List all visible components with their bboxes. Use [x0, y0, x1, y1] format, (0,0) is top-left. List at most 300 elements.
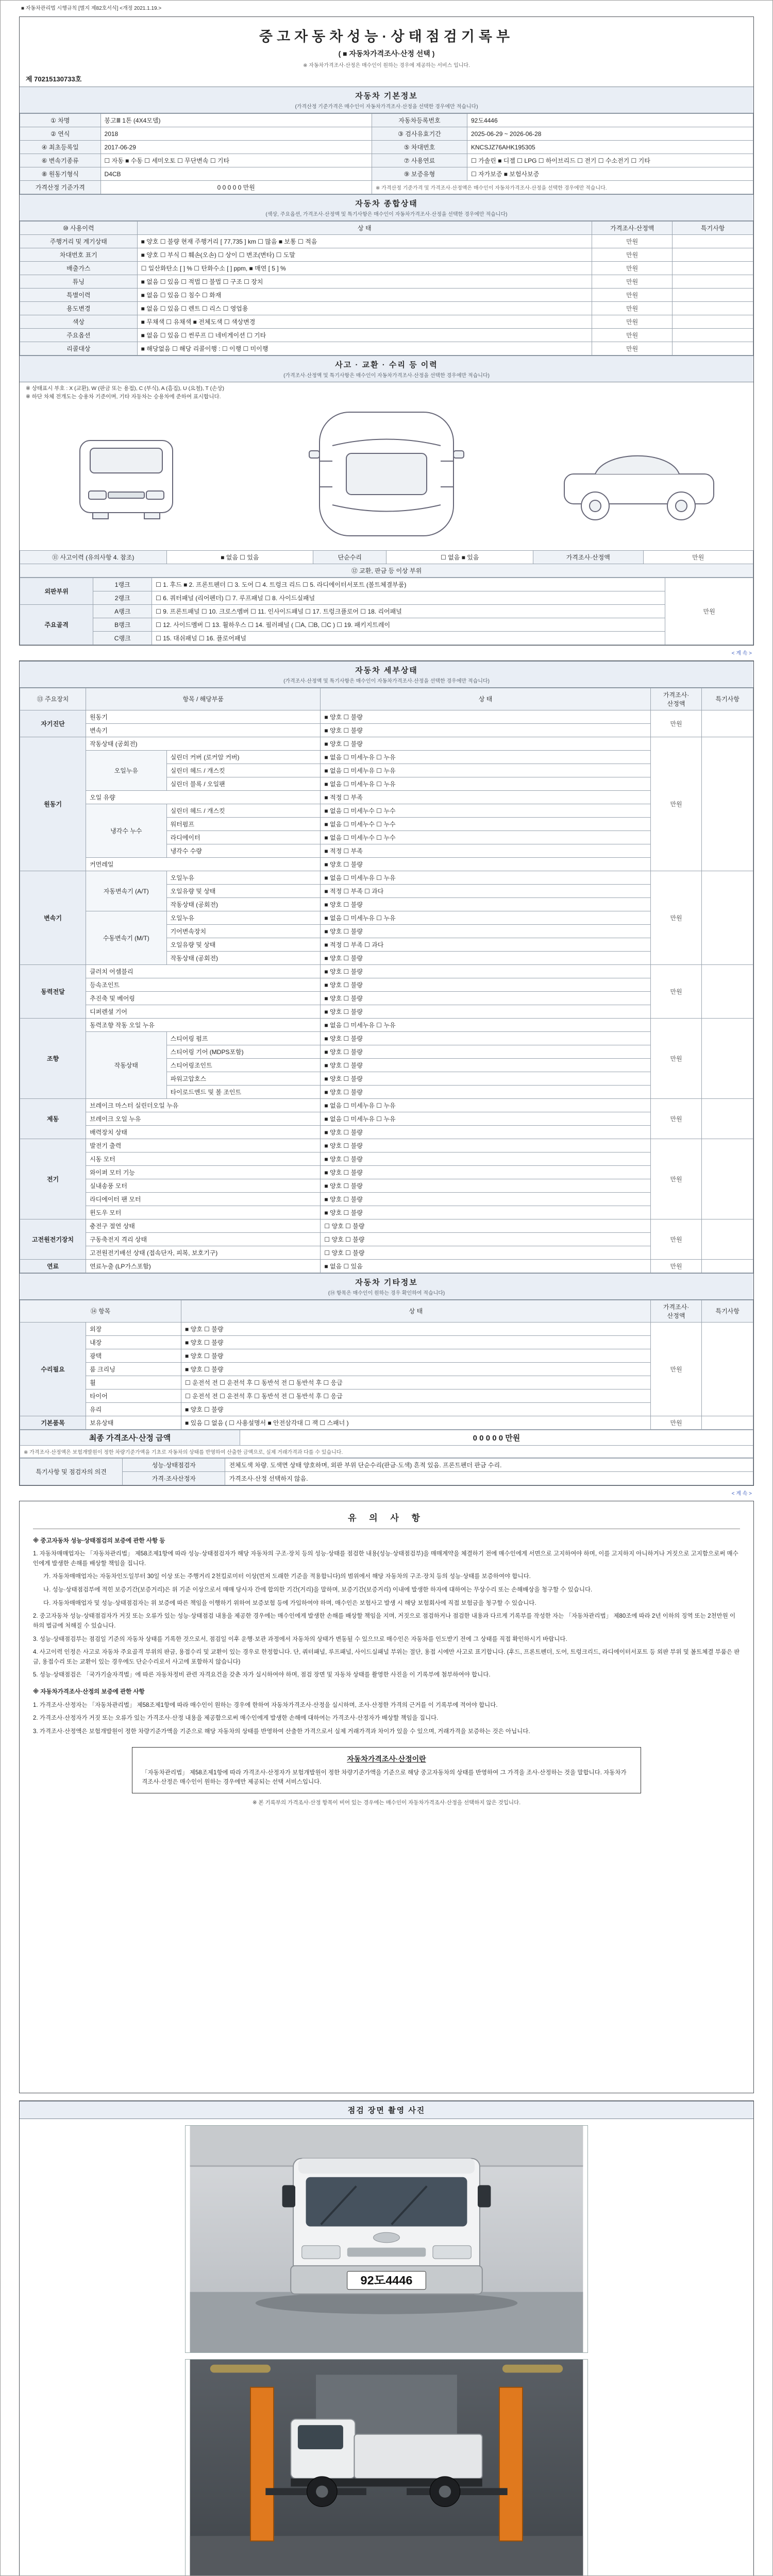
table-row: [20, 723, 753, 737]
table-row: [20, 1430, 753, 1445]
table-cell: ■ 없음 ☐ 미세누수 ☐ 누수: [321, 817, 650, 831]
table-row: [20, 1376, 753, 1389]
table-cell: ⑤ 차대번호: [372, 141, 467, 154]
table-cell: 작동상태 (공회전): [166, 951, 321, 964]
table-cell: 변속기: [86, 723, 321, 737]
table-row: [20, 289, 753, 302]
table-cell: 작동상태 (공회전): [86, 737, 321, 750]
table-cell: [673, 262, 753, 275]
table-cell: [702, 964, 753, 1018]
continue-marker-2: < 계 속 >: [731, 1490, 752, 1497]
table-row: [20, 1139, 753, 1152]
table-cell: 휠: [86, 1376, 181, 1389]
table-cell: ① 차명: [20, 114, 101, 127]
table-cell: [702, 1259, 753, 1273]
truck-front: [282, 2158, 491, 2294]
table-cell: 만원: [650, 1416, 702, 1429]
table-cell: 2018: [100, 127, 372, 141]
table-cell: ■ 없음 ☐ 있음 ☐ 렌트 ☐ 리스 ☐ 영업용: [137, 302, 592, 315]
table-cell: A랭크: [93, 604, 152, 618]
note-line: 나. 성능·상태점검부에 적힌 보증기간(보증거리)은 위 기준 이상으로서 매매 당사자 간에 합의한 기간(거리)을 말하며, 보증기간(보증거리) 이내에 발생한 하자에 대하여는 무상수리 또는 손해배상을 청구할 수 있습니다.: [43, 1587, 593, 1593]
table-row: [20, 1259, 753, 1273]
table-row: [20, 1300, 753, 1322]
table-cell: ⑪ 사고이력 (유의사항 4. 참조): [20, 550, 167, 564]
table-row: [20, 235, 753, 248]
table-cell: ※ 가격산정 기준가격 및 가격조사·산정액은 매수인이 자동차가격조사·산정을 선택한 경우에만 적습니다.: [372, 181, 753, 194]
table-cell: 실린더 커버 (로커암 커버): [166, 750, 321, 764]
table-cell: ■ 없음 ☐ 있음: [166, 550, 313, 564]
table-cell: ☐ 6. 쿼터패널 (리어펜더) ☐ 7. 루프패널 ☐ 8. 사이드실패널: [152, 591, 665, 604]
table-cell: 만원: [650, 871, 702, 964]
section-basic-info: [20, 87, 753, 113]
table-cell: 수동변속기 (M/T): [86, 911, 167, 964]
table-cell: [702, 871, 753, 964]
table-row: [20, 1031, 753, 1045]
table-cell: ☐ 15. 대쉬패널 ☐ 16. 플로어패널: [152, 631, 665, 645]
table-cell: ■ 적정 ☐ 부족 ☐ 과다: [321, 938, 650, 951]
table-cell: ④ 최초등록일: [20, 141, 101, 154]
table-cell: ■ 양호 ☐ 불량: [321, 1179, 650, 1192]
table-cell: ⑥ 변속기종류: [20, 154, 101, 167]
table-cell: 만원: [592, 329, 673, 342]
table-row: [20, 1165, 753, 1179]
final-price-table-wrap-table: [20, 1430, 753, 1458]
table-cell: ■ 없음 ☐ 미세누유 ☐ 누유: [321, 764, 650, 777]
table-cell: ⑨ 보증유형: [372, 167, 467, 181]
table-cell: ※ 가격조사·산정액은 보험개발원이 정한 차량기준가액을 기초로 자동차의 상태를 반영하여 산출한 금액으로, 실제 거래가격과 다를 수 있습니다.: [20, 1445, 753, 1458]
table-cell: 시동 모터: [86, 1152, 321, 1165]
table-cell: 고전원전기배선 상태 (접속단자, 피복, 보호기구): [86, 1246, 321, 1259]
table-cell: 커먼레일: [86, 857, 321, 871]
table-cell: 만원: [592, 342, 673, 355]
table-row: [20, 964, 753, 978]
table-cell: 가격조사·산정액: [592, 222, 673, 235]
table-row: [20, 1192, 753, 1206]
table-cell: 내장: [86, 1335, 181, 1349]
table-row: [20, 1246, 753, 1259]
table-cell: 주요옵션: [20, 329, 138, 342]
table-cell: 만원: [592, 289, 673, 302]
table-cell: 룸 크리닝: [86, 1362, 181, 1376]
section-basic-subtitle: (가격산정 기준가격은 매수인이 자동차가격조사·산정을 선택한 경우에만 적습니다): [295, 104, 478, 110]
table-cell: 오일유량 및 상태: [166, 884, 321, 897]
table-cell: 라디에이터 팬 모터: [86, 1192, 321, 1206]
table-cell: 라디에이터: [166, 831, 321, 844]
table-row: [20, 154, 753, 167]
table-cell: 봉고Ⅲ 1톤 (4X4모델): [100, 114, 372, 127]
table-cell: 오일누유: [86, 750, 167, 790]
table-cell: 가격산정 기준가격: [20, 181, 101, 194]
table-cell: 만원: [643, 550, 753, 564]
continue-marker-1: < 계 속 >: [731, 650, 752, 656]
table-row: [20, 790, 753, 804]
table-cell: ■ 양호 ☐ 불량: [321, 1139, 650, 1152]
table-row: [20, 857, 753, 871]
table-cell: 기본품목: [20, 1416, 86, 1429]
table-row: [20, 1362, 753, 1376]
detail-condition-table-wrap-table: [20, 688, 753, 1273]
table-cell: 냉각수 누수: [86, 804, 167, 857]
section-photos: [20, 2101, 753, 2119]
table-cell: 튜닝: [20, 275, 138, 289]
table-cell: 스티어링조인트: [166, 1058, 321, 1072]
table-row: [20, 550, 753, 564]
section-etc-info: [20, 1273, 753, 1300]
table-cell: 보유상태: [86, 1416, 181, 1429]
table-row: [20, 1005, 753, 1018]
table-cell: ■ 양호 ☐ 불량: [321, 991, 650, 1005]
table-row: [20, 591, 753, 604]
section-accident-title: 사고 · 교환 · 수리 등 이력: [335, 361, 438, 369]
table-cell: ■ 양호 ☐ 불량: [181, 1362, 651, 1376]
document-number: 제 70215130733호: [26, 75, 82, 83]
table-cell: 브레이크 오일 누유: [86, 1112, 321, 1125]
table-cell: ■ 양호 ☐ 불량: [321, 1072, 650, 1085]
note-line: 1. 가격조사·산정자는 「자동차관리법」 제58조제1항에 따라 매수인이 원하는 경우에 한하여 자동차가격조사·산정을 실시하며, 조사·산정한 가격의 근거를 이 기록부에 적어야 합니다.: [33, 1702, 498, 1708]
section-accident-subtitle: (가격조사·산정액 및 특기사항은 매수인이 자동차가격조사·산정을 선택한 경우에만 적습니다): [283, 373, 490, 379]
table-cell: 전체도색 차량. 도색면 상태 양호하며, 외판 부위 단순수리(판금·도색) 흔적 있음. 프론트펜더 판금 수리.: [225, 1458, 753, 1471]
table-row: [20, 1219, 753, 1232]
table-cell: 구동축전지 격리 상태: [86, 1232, 321, 1246]
table-cell: ☐ 운전석 전 ☐ 운전석 후 ☐ 동반석 전 ☐ 동반석 후 ☐ 응급: [181, 1389, 651, 1402]
table-cell: ☐ 가솔린 ■ 디젤 ☐ LPG ☐ 하이브리드 ☐ 전기 ☐ 수소전기 ☐ 기타: [467, 154, 753, 167]
table-cell: ⑧ 원동기형식: [20, 167, 101, 181]
table-cell: 상 태: [321, 688, 650, 710]
table-cell: 외장: [86, 1322, 181, 1335]
table-cell: 가격·조사산정자: [123, 1471, 225, 1485]
table-cell: [702, 1098, 753, 1139]
table-cell: 92도4446: [467, 114, 753, 127]
table-row: [20, 1206, 753, 1219]
table-cell: 가격조사·산정액: [650, 688, 702, 710]
note-line: ※ 중고자동차 성능·상태점검의 보증에 관한 사항 등: [33, 1537, 165, 1544]
table-cell: 와이퍼 모터 기능: [86, 1165, 321, 1179]
table-cell: 실내송풍 모터: [86, 1179, 321, 1192]
table-row: [20, 1471, 753, 1485]
table-cell: [673, 342, 753, 355]
table-cell: 2랭크: [93, 591, 152, 604]
table-cell: 충전구 절연 상태: [86, 1219, 321, 1232]
table-cell: 자동변속기 (A/T): [86, 871, 167, 911]
table-cell: 성능·상태점검자: [123, 1458, 225, 1471]
table-cell: ■ 양호 ☐ 불량: [321, 897, 650, 911]
table-cell: 항목 / 해당부품: [86, 688, 321, 710]
table-row: [20, 1179, 753, 1192]
table-cell: ■ 없음 ☐ 있음 ☐ 침수 ☐ 화재: [137, 289, 592, 302]
table-cell: 만원: [592, 262, 673, 275]
table-cell: 스티어링 펌프: [166, 1031, 321, 1045]
table-cell: ■ 양호 ☐ 불량: [321, 1085, 650, 1098]
form-reference-line: [1, 1, 772, 12]
table-row: [20, 275, 753, 289]
section-basic-title: 자동차 기본정보: [355, 92, 418, 100]
table-row: [20, 804, 753, 817]
table-cell: [673, 302, 753, 315]
table-cell: 만원: [650, 737, 702, 871]
note-line: 2. 중고자동차 성능·상태점검자가 거짓 또는 오류가 있는 성능·상태점검 내용을 제공한 경우에는 매수인에게 발생한 손해를 배상할 책임을 지며, 거짓으로 점검하거나 점검한 내용과 다르게 기록부를 작성한 자는 「자동차관리법」 제80조에 따라 2년 이하의 징역 또는 2천만원 이하의 벌금에 처해질 수 있습니다.: [33, 1613, 736, 1629]
table-cell: 등속조인트: [86, 978, 321, 991]
table-row: [20, 329, 753, 342]
photos-box: [19, 2100, 754, 2576]
overall-condition-table-wrap: [20, 221, 753, 355]
table-cell: 자기진단: [20, 710, 86, 737]
table-row: [20, 1152, 753, 1165]
photo-lift-view: [185, 2359, 588, 2576]
table-cell: ☐ 양호 ☐ 불량: [321, 1219, 650, 1232]
table-cell: 제동: [20, 1098, 86, 1139]
accident-history-table-wrap: [20, 550, 753, 578]
table-cell: 오일누유: [166, 871, 321, 884]
table-cell: ⑭ 항목: [20, 1300, 181, 1322]
table-cell: 실린더 블록 / 오일팬: [166, 777, 321, 790]
status-code-legend: [20, 382, 753, 402]
table-cell: 조향: [20, 1018, 86, 1098]
table-cell: [702, 1139, 753, 1219]
table-cell: 오일유량 및 상태: [166, 938, 321, 951]
table-row: [20, 750, 753, 764]
table-cell: ■ 양호 ☐ 불량: [321, 1045, 650, 1058]
table-cell: B랭크: [93, 618, 152, 631]
table-cell: 발전기 출력: [86, 1139, 321, 1152]
section-accident-history: [20, 355, 753, 382]
table-cell: ■ 양호 ☐ 불량: [321, 951, 650, 964]
table-cell: 만원: [650, 964, 702, 1018]
table-cell: ■ 없음 ☐ 미세누수 ☐ 누수: [321, 804, 650, 817]
table-cell: 만원: [650, 1098, 702, 1139]
table-cell: ☐ 양호 ☐ 불량: [321, 1246, 650, 1259]
table-row: [20, 1322, 753, 1335]
table-row: [20, 1112, 753, 1125]
table-cell: 0 0 0 0 0 만원: [240, 1430, 753, 1445]
table-cell: ■ 없음 ☐ 미세누유 ☐ 누유: [321, 911, 650, 924]
table-cell: 주요골격: [20, 604, 93, 645]
table-cell: ⑦ 사용연료: [372, 154, 467, 167]
overall-condition-table-wrap-table: [20, 221, 753, 355]
table-cell: [673, 289, 753, 302]
table-row: [20, 688, 753, 710]
table-cell: 특기사항 및 점검자의 의견: [20, 1458, 123, 1485]
table-cell: [673, 248, 753, 262]
table-cell: ■ 양호 ☐ 불량: [321, 723, 650, 737]
table-cell: ■ 해당없음 ☐ 해당 리콜이행 : ☐ 이행 ☐ 미이행: [137, 342, 592, 355]
table-cell: ■ 양호 ☐ 불량: [181, 1335, 651, 1349]
table-cell: 배출가스: [20, 262, 138, 275]
basic-info-table-wrap: [20, 113, 753, 194]
notices-footnote: ※ 본 기록부의 가격조사·산정 항목이 비어 있는 경우에는 매수인이 자동차가격조사·산정을 선택하지 않은 것입니다.: [252, 1800, 521, 1806]
table-cell: ■ 양호 ☐ 불량: [321, 737, 650, 750]
table-cell: ■ 없음 ☐ 있음: [321, 1259, 650, 1273]
table-row: [20, 114, 753, 127]
table-cell: 윈도우 모터: [86, 1206, 321, 1219]
table-row: [20, 1416, 753, 1429]
table-cell: 추진축 및 베어링: [86, 991, 321, 1005]
table-cell: 작동상태 (공회전): [166, 897, 321, 911]
table-cell: 유리: [86, 1402, 181, 1416]
detail-box: [19, 660, 754, 1486]
table-cell: 만원: [592, 275, 673, 289]
table-cell: 특기사항: [673, 222, 753, 235]
notices-box: [19, 1501, 754, 2093]
table-cell: [673, 329, 753, 342]
table-cell: 만원: [650, 1018, 702, 1098]
table-cell: 타이로드엔드 및 볼 조인트: [166, 1085, 321, 1098]
table-cell: [702, 710, 753, 737]
table-cell: ■ 없음 ☐ 미세누유 ☐ 누유: [321, 777, 650, 790]
table-cell: 연료: [20, 1259, 86, 1273]
table-cell: 원동기: [20, 737, 86, 871]
section-detail-title: 자동차 세부상태: [355, 666, 418, 675]
table-row: [20, 564, 753, 577]
table-cell: 기어변속장치: [166, 924, 321, 938]
table-cell: 배력장치 상태: [86, 1125, 321, 1139]
table-row: [20, 871, 753, 884]
table-row: [20, 1402, 753, 1416]
table-cell: 상 태: [137, 222, 592, 235]
price-survey-definition-box: [132, 1747, 641, 1794]
table-cell: ■ 양호 ☐ 불량: [181, 1349, 651, 1362]
table-cell: [673, 235, 753, 248]
table-cell: ■ 없음 ☐ 미세누유 ☐ 누유: [321, 871, 650, 884]
table-cell: 0 0 0 0 0 만원: [100, 181, 372, 194]
table-cell: 주행거리 및 계기상태: [20, 235, 138, 248]
section-overall-condition: [20, 194, 753, 221]
table-cell: 리콜대상: [20, 342, 138, 355]
notices-body: [33, 1536, 740, 1737]
table-cell: 자동차등록번호: [372, 114, 467, 127]
table-cell: ■ 양호 ☐ 불량: [321, 1125, 650, 1139]
table-cell: 디퍼렌셜 기어: [86, 1005, 321, 1018]
inspector-opinion-table-wrap: [20, 1458, 753, 1485]
table-cell: ☐ 9. 프론트패널 ☐ 10. 크로스멤버 ☐ 11. 인사이드패널 ☐ 17. 트렁크플로어 ☐ 18. 리어패널: [152, 604, 665, 618]
table-cell: 차대번호 표기: [20, 248, 138, 262]
table-row: [20, 604, 753, 618]
table-cell: ■ 양호 ☐ 불량: [321, 710, 650, 723]
table-cell: ☐ 12. 사이드멤버 ☐ 13. 휠하우스 ☐ 14. 필러패널 ( ☐A, ☐B, ☐C ) ☐ 19. 패키지트레이: [152, 618, 665, 631]
table-cell: ☐ 자가보증 ■ 보험사보증: [467, 167, 753, 181]
table-cell: [702, 1018, 753, 1098]
table-cell: 동력조향 작동 오일 누유: [86, 1018, 321, 1031]
table-cell: ■ 양호 ☐ 불량: [321, 1031, 650, 1045]
definition-box-text: 「자동차관리법」 제58조제1항에 따라 가격조사·산정자가 보험개발원이 정한 차량기준가액을 기준으로 해당 중고자동차의 상태를 반영하여 그 가격을 조사·산정하는 것을 말합니다. 자동차가격조사·산정은 매수인이 원하는 경우에만 제공되는 선택 서비스입니다.: [142, 1769, 627, 1785]
table-row: [20, 991, 753, 1005]
table-cell: 만원: [665, 578, 753, 645]
table-row: [20, 262, 753, 275]
title-block: [20, 17, 753, 71]
panel-exchange-table-wrap: [20, 578, 753, 645]
table-cell: ■ 양호 ☐ 불량: [321, 1206, 650, 1219]
table-cell: 만원: [650, 1322, 702, 1416]
table-cell: ■ 양호 ☐ 불량: [321, 1192, 650, 1206]
table-cell: 2017-06-29: [100, 141, 372, 154]
table-cell: ■ 적정 ☐ 부족: [321, 790, 650, 804]
table-cell: 오일누유: [166, 911, 321, 924]
section-etc-subtitle: (⑭ 항목은 매수인이 원하는 경우 확인하여 적습니다): [328, 1290, 445, 1296]
table-cell: ■ 양호 ☐ 불량: [321, 978, 650, 991]
table-cell: ■ 양호 ☐ 불량: [321, 924, 650, 938]
table-cell: 동력전달: [20, 964, 86, 1018]
detail-condition-table-wrap: [20, 688, 753, 1273]
table-cell: 변속기: [20, 871, 86, 964]
table-cell: ☐ 운전석 전 ☐ 운전석 후 ☐ 동반석 전 ☐ 동반석 후 ☐ 응급: [181, 1376, 651, 1389]
table-cell: 스티어링 기어 (MDPS포함): [166, 1045, 321, 1058]
table-cell: ■ 양호 ☐ 불량: [321, 1152, 650, 1165]
table-cell: 1랭크: [93, 578, 152, 591]
table-cell: [702, 1416, 753, 1429]
table-row: [20, 1018, 753, 1031]
table-cell: ■ 무채색 ☐ 유채색 ■ 전체도색 ☐ 색상변경: [137, 315, 592, 329]
note-line: 3. 성능·상태점검부는 점검일 기준의 자동차 상태를 기록한 것으로서, 점검일 이후 운행·보관 과정에서 자동차의 상태가 변동될 수 있으므로 매수인은 자동차를 인도받기 전에 그 상태를 직접 확인하시기 바랍니다.: [33, 1636, 567, 1642]
table-cell: 오일 유량: [86, 790, 321, 804]
table-cell: 특기사항: [702, 1300, 753, 1322]
table-cell: 만원: [592, 235, 673, 248]
table-cell: 수리필요: [20, 1322, 86, 1416]
etc-info-table-wrap-table: [20, 1300, 753, 1430]
car-diagram-svg: [31, 404, 742, 544]
table-cell: 파워고압호스: [166, 1072, 321, 1085]
table-cell: C랭크: [93, 631, 152, 645]
table-cell: [673, 315, 753, 329]
table-cell: ■ 없음 ☐ 미세누수 ☐ 누수: [321, 831, 650, 844]
note-line: ※ 자동차가격조사·산정의 보증에 관한 사항: [33, 1689, 145, 1695]
note-line: 2. 가격조사·산정자가 거짓 또는 오류가 있는 가격조사·산정 내용을 제공함으로써 매수인에게 발생한 손해에 대하여는 가격조사·산정자가 배상할 책임을 집니다.: [33, 1715, 439, 1722]
table-cell: ③ 검사유효기간: [372, 127, 467, 141]
table-row: [20, 342, 753, 355]
final-price-table-wrap: [20, 1430, 753, 1458]
table-row: [20, 710, 753, 723]
accident-history-table-wrap-table: [20, 550, 753, 578]
table-cell: 용도변경: [20, 302, 138, 315]
table-cell: ☐ 자동 ■ 수동 ☐ 세미오토 ☐ 무단변속 ☐ 기타: [100, 154, 372, 167]
table-cell: ■ 양호 ☐ 불량: [181, 1402, 651, 1416]
table-row: [20, 911, 753, 924]
table-row: [20, 315, 753, 329]
table-cell: 타이어: [86, 1389, 181, 1402]
notices-title: 유 의 사 항: [33, 1506, 740, 1529]
table-cell: 가격조사·산정 선택하지 않음.: [225, 1471, 753, 1485]
table-row: [20, 1098, 753, 1112]
table-row: [20, 978, 753, 991]
table-row: [20, 578, 753, 591]
table-row: [20, 127, 753, 141]
table-cell: 만원: [650, 1259, 702, 1273]
table-cell: ■ 양호 ☐ 불량: [321, 1058, 650, 1072]
table-cell: [673, 275, 753, 289]
table-cell: 만원: [650, 710, 702, 737]
table-row: [20, 167, 753, 181]
table-cell: ■ 양호 ☐ 불량 현재 주행거리 [ 77,735 ] km ☐ 많음 ■ 보통 ☐ 적음: [137, 235, 592, 248]
table-row: [20, 1232, 753, 1246]
table-cell: 워터펌프: [166, 817, 321, 831]
note-line: 가. 자동차매매업자는 자동차인도일부터 30일 이상 또는 주행거리 2천킬로미터 이상(먼저 도래한 기준을 적용합니다)의 범위에서 해당 자동차의 구조·장치 등의 성능·상태를 보증하여야 합니다.: [43, 1573, 531, 1580]
table-cell: D4CB: [100, 167, 372, 181]
table-cell: ■ 없음 ☐ 미세누유 ☐ 누유: [321, 1018, 650, 1031]
table-cell: KNCSJZ76AHK195305: [467, 141, 753, 154]
panel-exchange-table-wrap-table: [20, 578, 753, 645]
title-note: ※ 자동차가격조사·산정은 매수인이 원하는 경우에 제공하는 서비스 입니다.: [303, 63, 470, 69]
price-survey-option[interactable]: ( ■ 자동차가격조사·산정 선택 ): [338, 49, 435, 58]
table-cell: ■ 양호 ☐ 불량: [321, 1005, 650, 1018]
definition-box-title: 자동차가격조사·산정이란: [347, 1754, 426, 1763]
table-row: [20, 631, 753, 645]
table-cell: ☐ 없음 ■ 있음: [386, 550, 533, 564]
section-etc-title: 자동차 기타정보: [355, 1278, 418, 1287]
table-cell: ■ 적정 ☐ 부족: [321, 844, 650, 857]
table-row: [20, 618, 753, 631]
table-cell: ⑫ 교환, 판금 등 이상 부위: [20, 564, 753, 577]
table-row: [20, 302, 753, 315]
note-line: 4. 사고이력 인정은 사고로 자동차 주요골격 부위의 판금, 용접수리 및 교환이 있는 경우로 한정합니다. 단, 쿼터패널, 루프패널, 사이드실패널 부위는 절단, 용접 시에만 사고로 표기합니다. (후드, 프론트펜더, 도어, 트렁크리드, 라디에이터서포트 등 외판 부위 및 볼트체결 부품은 판금, 용접수리 또는 교환이 있는 경우에도 단순수리로서 사고에 포함하지 않습니다): [33, 1649, 740, 1665]
car-diagram: [20, 402, 753, 550]
